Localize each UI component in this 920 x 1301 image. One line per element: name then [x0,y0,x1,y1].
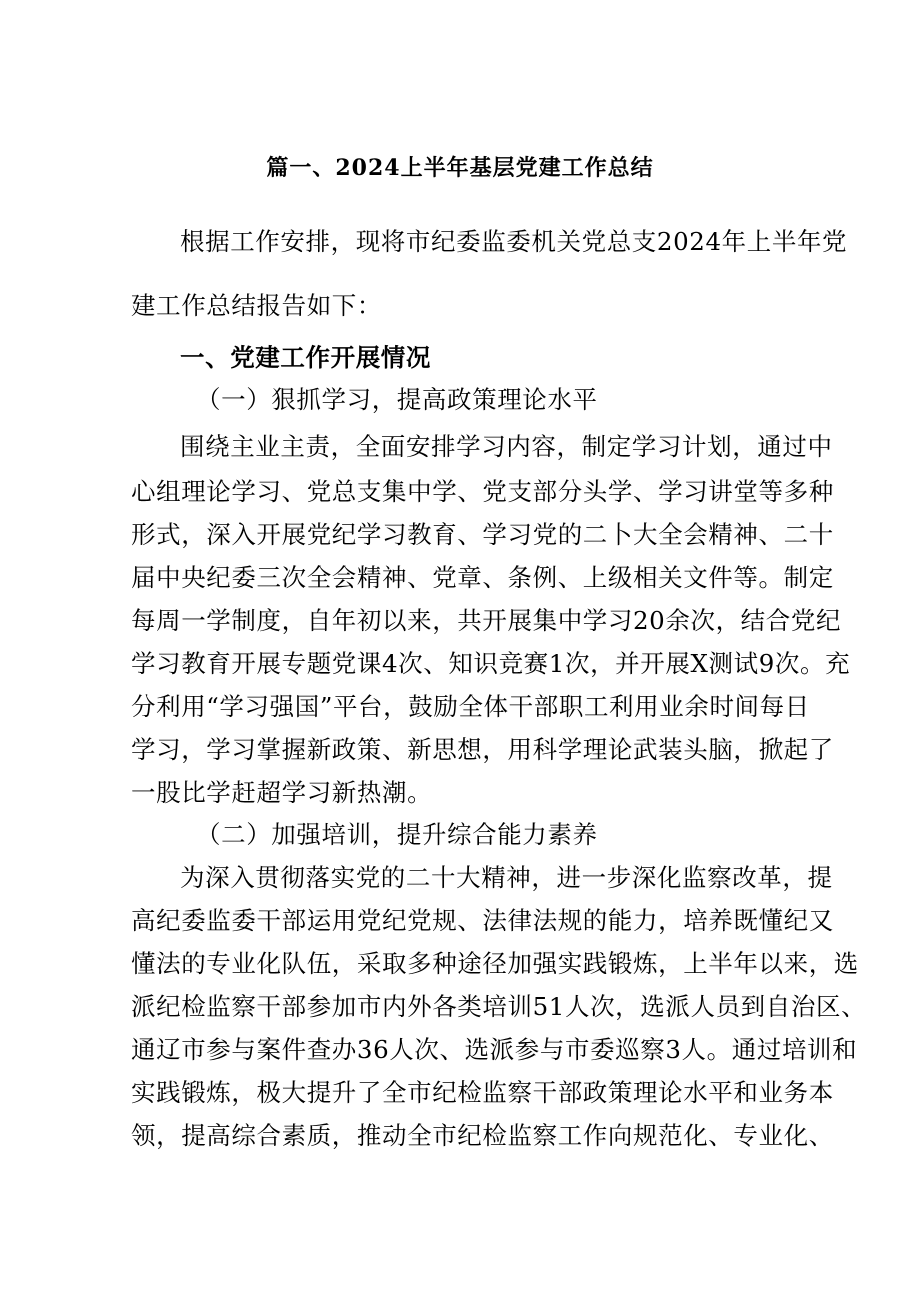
paragraph-line: 每周一学制度，自年初以来，共开展集中学习20余次，结合党纪 [131,606,842,635]
document-title: 篇一、2024上半年基层党建工作总结 [266,155,654,181]
paragraph-line: 一股比学赶超学习新热潮。 [131,778,433,807]
paragraph-line: 形式，深入开展党纪学习教育、学习党的二卜大全会精神、二十 [131,520,834,549]
subsection-heading: （一）狠抓学习，提高政策理论水平 [196,385,598,414]
paragraph-line: 围绕主业主责，全面安排学习内容，制定学习计划，通过中 [180,432,833,461]
section-heading: 一、党建工作开展情况 [180,343,431,372]
paragraph-line: 实践锻炼，极大提升了全市纪检监察干部政策理论水平和业务本 [131,1078,834,1107]
paragraph-line: 根据工作安排，现将市纪委监委机关党总支2024年上半年党 [180,227,848,256]
paragraph-line: 为深入贯彻落实党的二十大精神，进一步深化监察改革，提 [180,863,833,892]
paragraph-line: 学习教育开展专题党课4次、知识竞赛1次，并开展X测试9次。充 [131,649,851,678]
paragraph-line: 建工作总结报告如下： [131,291,382,320]
paragraph-line: 通辽市参与案件查办36人次、选派参与市委巡察3人。通过培训和 [131,1035,858,1064]
paragraph-line: 懂法的专业化队伍，采取多种途径加强实践锻炼，上半年以来，选 [131,949,859,978]
paragraph-line: 高纪委监委干部运用党纪党规、法律法规的能力，培养既懂纪又 [131,906,834,935]
paragraph-line: 派纪检监察干部参加市内外各类培训51人次，选派人员到自治区、 [131,992,867,1021]
paragraph-line: 领，提高综合素质，推动全市纪检监察工作向规范化、专业化、 [131,1121,834,1150]
subsection-heading: （二）加强培训，提升综合能力素养 [196,820,598,849]
paragraph-line: 届中央纪委三次全会精神、党章、条例、上级相关文件等。制定 [131,563,834,592]
paragraph-line: 心组理论学习、党总支集中学、党支部分头学、学习讲堂等多种 [131,477,834,506]
paragraph-line: 分利用“学习强国”平台，鼓励全体干部职工利用业余时间每日 [131,692,810,721]
paragraph-line: 学习，学习掌握新政策、新思想，用科学理论武装头脑，掀起了 [131,735,834,764]
